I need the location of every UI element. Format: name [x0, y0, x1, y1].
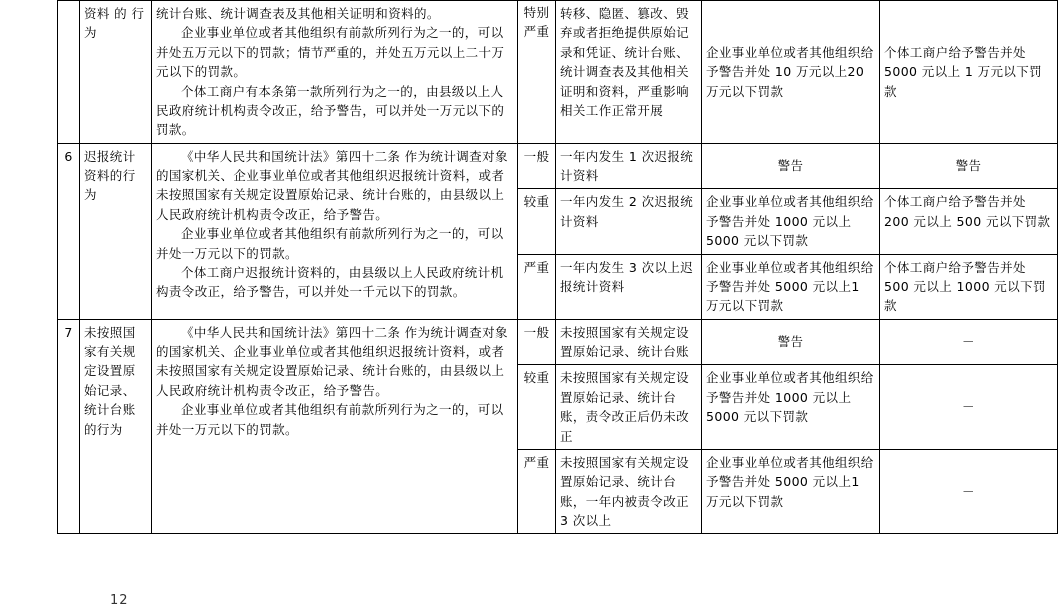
- table-row: [58, 1, 1058, 144]
- org-penalty-text: 警告: [777, 334, 804, 350]
- page-number: 12: [110, 593, 129, 608]
- org-penalty-cell: [702, 189, 880, 254]
- degree-text: 一般: [523, 324, 550, 340]
- standard-text: 未按照国家有关规定设置原始记录、统计台账: [560, 324, 690, 359]
- law-paragraph-1: 统计台账、统计调查表及其他相关证明和资料的。: [156, 6, 440, 21]
- person-penalty-cell: [880, 319, 1058, 365]
- standard-cell: [556, 254, 702, 319]
- standard-cell: [556, 365, 702, 450]
- standard-cell: [556, 449, 702, 534]
- row-number: [58, 1, 80, 144]
- org-penalty-text: 企业事业单位或者其他组织给予警告并处 10 万元以上20 万元以下罚款: [706, 44, 874, 99]
- behavior-cell: [80, 319, 152, 534]
- degree-text: 严重: [523, 454, 550, 470]
- person-penalty-text: 个体工商户给予警告并处 500 元以上 1000 元以下罚款: [884, 259, 1046, 314]
- degree-cell: [518, 449, 556, 534]
- law-cell: [152, 319, 518, 534]
- row-number: 6: [58, 143, 80, 319]
- degree-cell: [518, 319, 556, 365]
- org-penalty-text: 企业事业单位或者其他组织给予警告并处 5000 元以上1 万元以下罚款: [706, 259, 874, 314]
- standard-text: 一年内发生 1 次迟报统计资料: [560, 148, 694, 183]
- law-cell: [152, 143, 518, 319]
- behavior-text: 迟报统计资料的行为: [84, 148, 136, 203]
- standard-cell: [556, 319, 702, 365]
- org-penalty-text: 警告: [777, 158, 804, 174]
- org-penalty-cell: [702, 1, 880, 144]
- org-penalty-cell: [702, 365, 880, 450]
- standard-text: 未按照国家有关规定设置原始记录、统计台账，责令改正后仍未改正: [560, 370, 690, 444]
- person-penalty-text: 个体工商户给予警告并处 200 元以上 500 元以下罚款: [884, 194, 1051, 229]
- law-cell: [152, 1, 518, 144]
- standard-text: 未按照国家有关规定设置原始记录、统计台账，一年内被责令改正 3 次以上: [560, 454, 690, 528]
- degree-text: 一般: [523, 148, 550, 164]
- person-penalty-text: 个体工商户给予警告并处 5000 元以上 1 万元以下罚款: [884, 44, 1043, 99]
- org-penalty-text: 企业事业单位或者其他组织给予警告并处 5000 元以上1 万元以下罚款: [706, 454, 874, 509]
- org-penalty-cell: [702, 449, 880, 534]
- table-row: [58, 143, 1058, 189]
- standard-text: 一年内发生 3 次以上迟报统计资料: [560, 259, 694, 294]
- degree-cell: [518, 254, 556, 319]
- law-paragraph-1: 《中华人民共和国统计法》第四十二条 作为统计调查对象的国家机关、企业事业单位或者其他组织迟报统计资料，或者未按照国家有关规定设置原始记录、统计台账的，由县级以上人民政府统计机构责令改正，给予警告。: [156, 148, 508, 222]
- behavior-text: 未按照国家有关规定设置原始记录、统计台账的行为: [84, 324, 136, 437]
- standard-text: 转移、隐匿、篡改、毁弃或者拒绝提供原始记录和凭证、统计台账、统计调查表及其他相关证明和资料，严重影响相关工作正常开展: [560, 6, 690, 118]
- row-number: 7: [58, 319, 80, 534]
- person-penalty-cell: [880, 449, 1058, 534]
- standard-cell: [556, 143, 702, 189]
- person-penalty-cell: [880, 189, 1058, 254]
- standard-text: 一年内发生 2 次迟报统计资料: [560, 194, 694, 229]
- org-penalty-cell: [702, 143, 880, 189]
- behavior-cell: [80, 143, 152, 319]
- degree-cell: [518, 1, 556, 144]
- law-paragraph-2: 企业事业单位或者其他组织有前款所列行为之一的，可以并处五万元以下的罚款；情节严重的，并处五万元以上二十万元以下的罚款。: [156, 25, 505, 80]
- law-paragraph-1: 《中华人民共和国统计法》第四十二条 作为统计调查对象的国家机关、企业事业单位或者其他组织迟报统计资料，或者未按照国家有关规定设置原始记录、统计台账的，由县级以上人民政府统计机构责令改正，给予警告。: [156, 324, 508, 398]
- person-penalty-cell: [880, 365, 1058, 450]
- org-penalty-cell: [702, 254, 880, 319]
- behavior-cell: [80, 1, 152, 144]
- degree-text: 较重: [523, 194, 550, 210]
- person-penalty-text: －: [962, 483, 975, 499]
- degree-cell: [518, 143, 556, 189]
- table-row: [58, 319, 1058, 365]
- person-penalty-cell: [880, 143, 1058, 189]
- law-paragraph-2: 企业事业单位或者其他组织有前款所列行为之一的，可以并处一万元以下的罚款。: [156, 402, 504, 437]
- degree-text: 严重: [523, 259, 550, 275]
- person-penalty-text: －: [962, 399, 975, 415]
- person-penalty-text: 警告: [955, 158, 982, 174]
- person-penalty-cell: [880, 1, 1058, 144]
- behavior-text: 资料 的 行 为: [84, 6, 145, 41]
- law-paragraph-3: 个体工商户迟报统计资料的，由县级以上人民政府统计机构责令改正，给予警告，可以并处一千元以下的罚款。: [156, 264, 504, 300]
- degree-text: 特别严重: [523, 5, 550, 39]
- degree-cell: [518, 365, 556, 450]
- standard-cell: [556, 1, 702, 144]
- org-penalty-text: 企业事业单位或者其他组织给予警告并处 1000 元以上5000 元以下罚款: [706, 370, 874, 425]
- org-penalty-cell: [702, 319, 880, 365]
- law-paragraph-3: 个体工商户有本条第一款所列行为之一的，由县级以上人民政府统计机构责令改正，给予警告，可以并处一万元以下的罚款。: [156, 83, 505, 138]
- degree-text: 较重: [523, 370, 550, 386]
- org-penalty-text: 企业事业单位或者其他组织给予警告并处 1000 元以上5000 元以下罚款: [706, 194, 874, 249]
- law-paragraph-2: 企业事业单位或者其他组织有前款所列行为之一的，可以并处一万元以下的罚款。: [156, 226, 504, 261]
- standard-cell: [556, 189, 702, 254]
- degree-cell: [518, 189, 556, 254]
- person-penalty-cell: [880, 254, 1058, 319]
- person-penalty-text: －: [962, 334, 975, 350]
- penalty-discretion-table: [57, 0, 1058, 534]
